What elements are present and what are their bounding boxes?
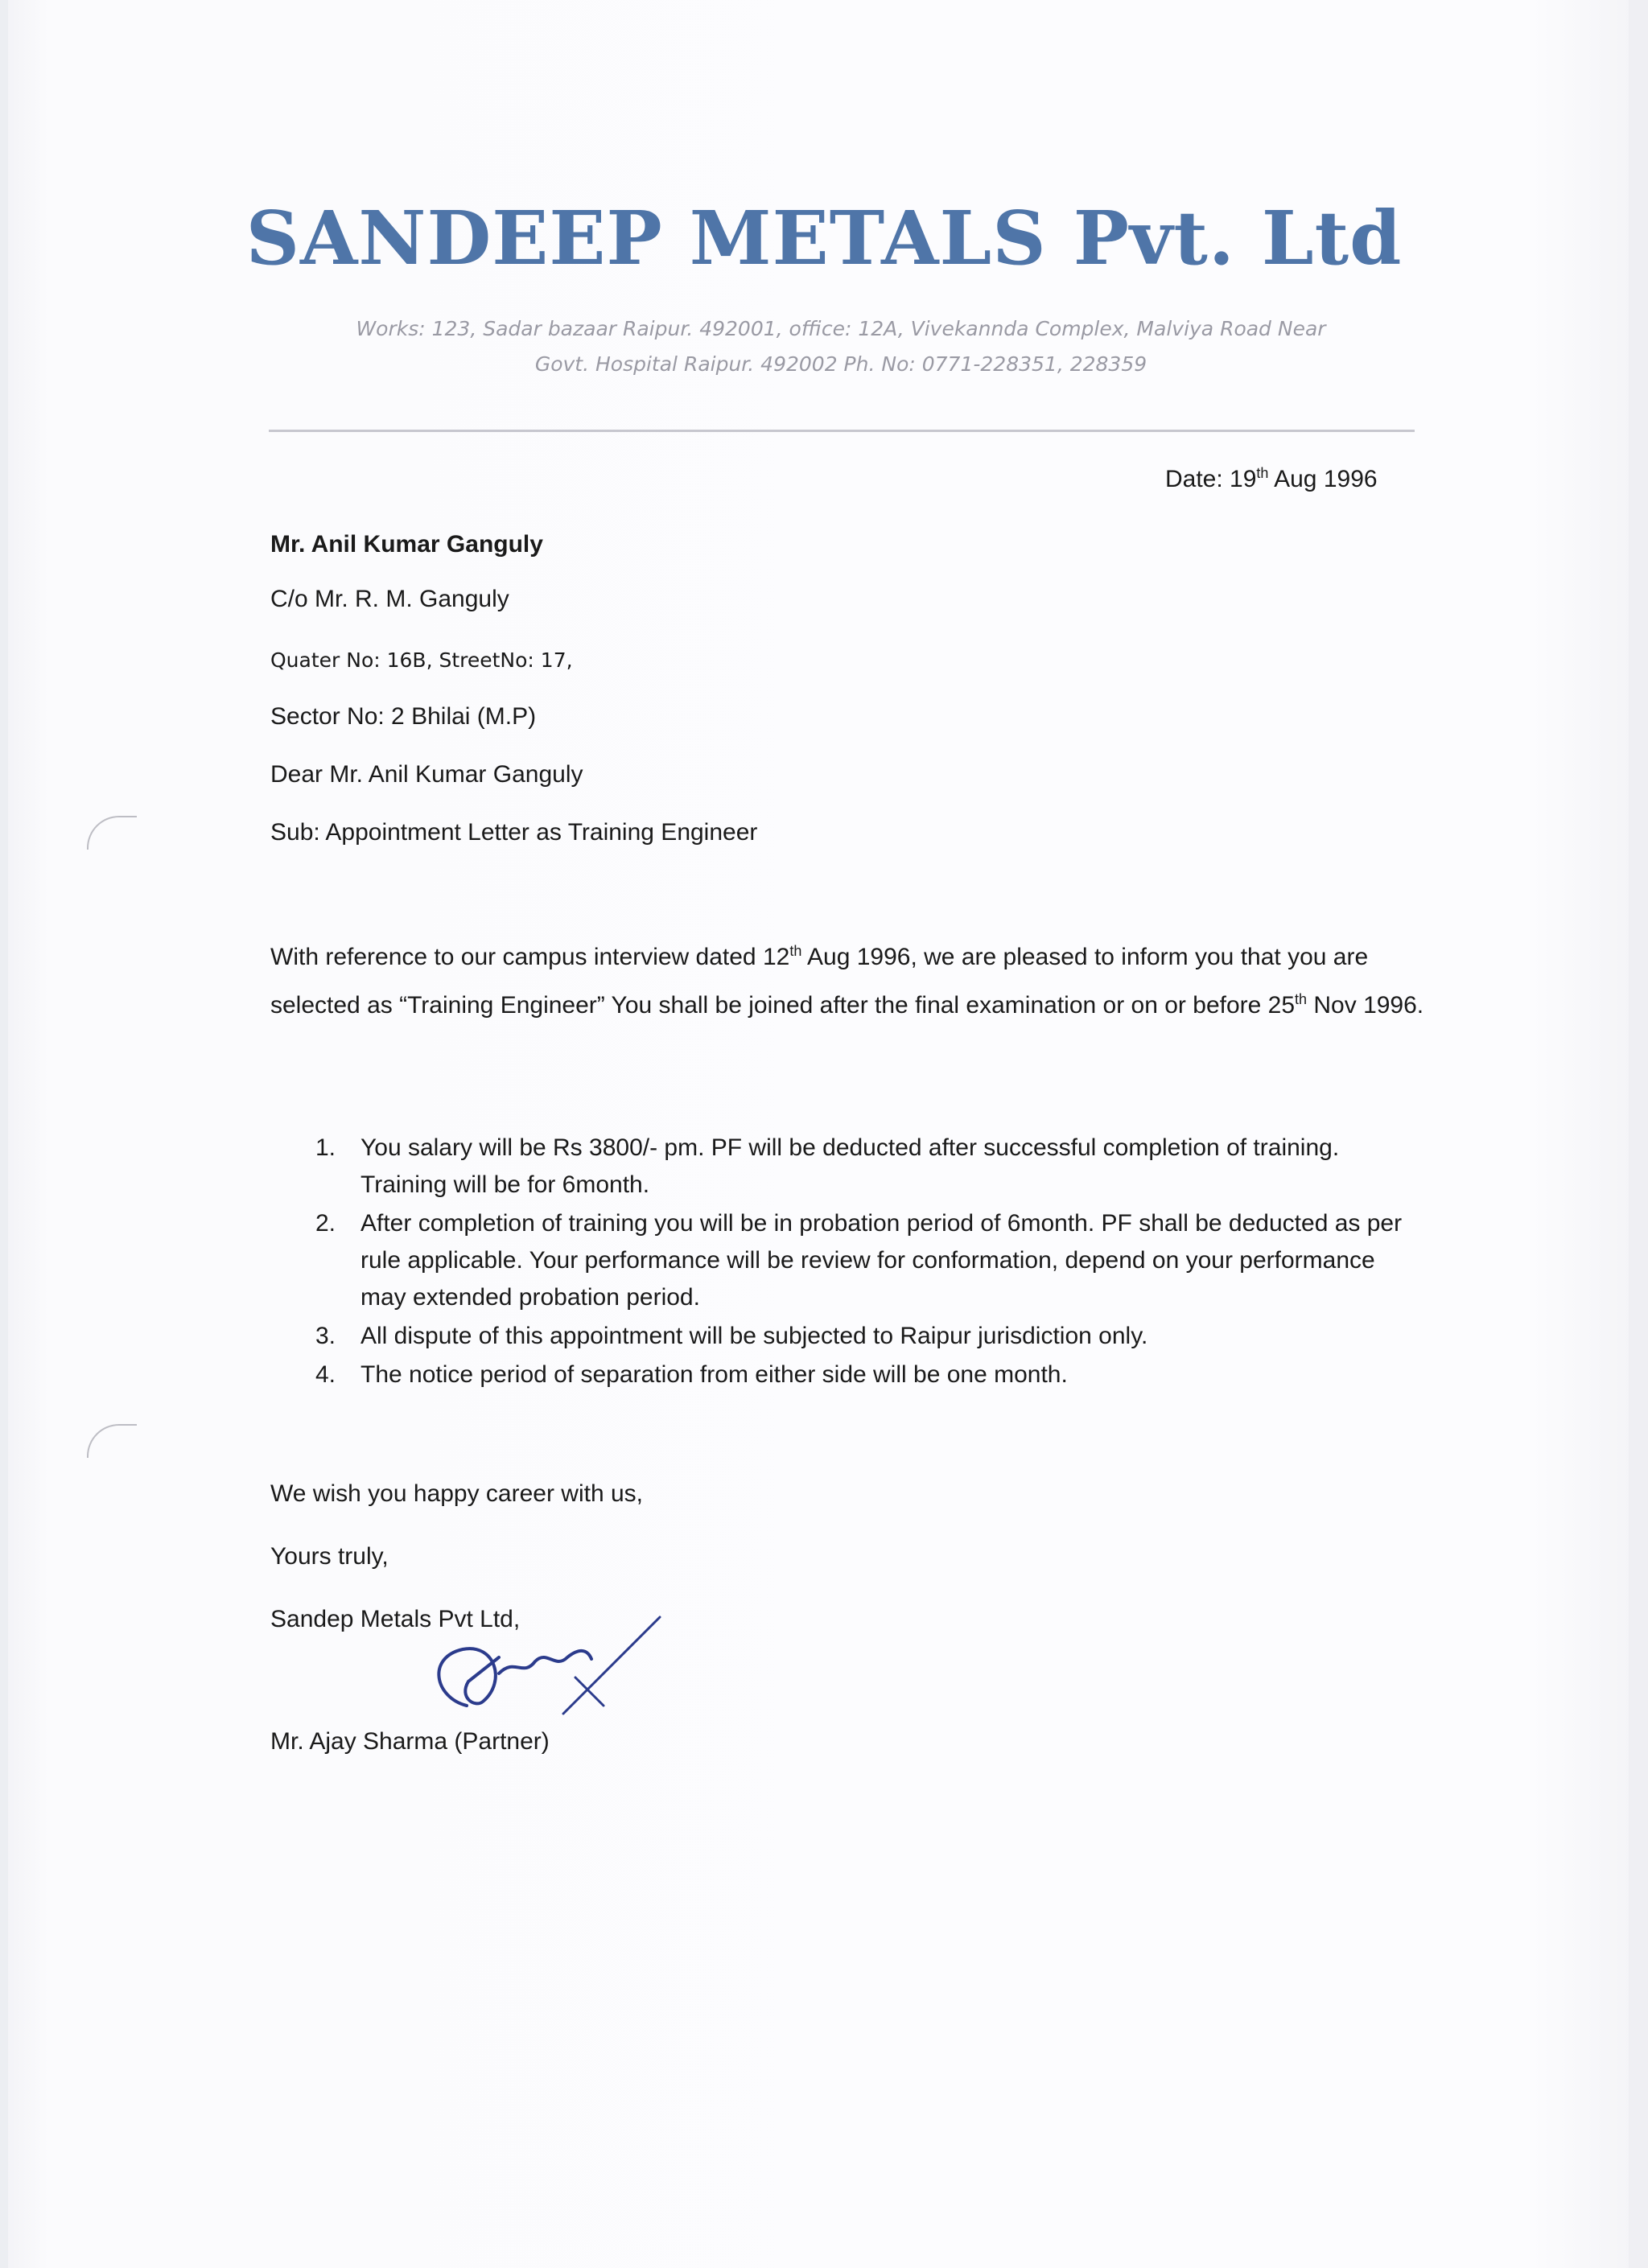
handwritten-signature	[418, 1601, 676, 1730]
intro-text-3: Nov 1996.	[1307, 992, 1424, 1019]
term-number: 2.	[315, 1210, 336, 1237]
closing-wish: We wish you happy career with us,	[270, 1480, 643, 1507]
term-text: All dispute of this appointment will be subjected to Raipur jurisdiction only.	[360, 1323, 1148, 1349]
date-prefix: Date: 19	[1165, 466, 1257, 492]
letterhead-divider	[269, 430, 1415, 432]
term-text: The notice period of separation from either side will be one month.	[360, 1361, 1068, 1388]
term-item	[315, 1205, 1426, 1316]
recipient-sector: Sector No: 2 Bhilai (M.P)	[270, 703, 537, 730]
intro-ordinal-2: th	[1295, 991, 1308, 1007]
page-edge-left	[0, 0, 8, 2268]
salutation: Dear Mr. Anil Kumar Ganguly	[270, 761, 583, 788]
recipient-care-of: C/o Mr. R. M. Ganguly	[270, 586, 509, 612]
company-address-line-1: Works: 123, Sadar bazaar Raipur. 492001, office: 12A, Vivekannda Complex, Malviya Road Near	[356, 317, 1326, 340]
signatory-name: Mr. Ajay Sharma (Partner)	[270, 1728, 550, 1755]
recipient-quarter: Quater No: 16B, StreetNo: 17,	[270, 648, 573, 672]
company-name: SANDEEP METALS Pvt. Ltd	[245, 195, 1403, 282]
term-text: After completion of training you will be in probation period of 6month. PF shall be deducted as per rule applicable. Your performance will be review for conformation, depend on your performance may extended probation period.	[360, 1210, 1403, 1311]
term-item	[315, 1130, 1426, 1204]
term-item	[315, 1356, 1426, 1393]
intro-ordinal-1: th	[789, 943, 802, 959]
term-text: You salary will be Rs 3800/- pm. PF will be deducted after successful completion of training. Training will be for 6month.	[360, 1134, 1340, 1198]
date-suffix: Aug 1996	[1268, 466, 1378, 492]
intro-text-1: With reference to our campus interview dated 12	[270, 944, 790, 970]
term-number: 3.	[315, 1323, 336, 1349]
terms-list	[315, 1130, 1426, 1395]
date-ordinal-suffix: th	[1256, 465, 1269, 481]
letter-date	[1165, 465, 1378, 493]
intro-text-2: Aug 1996, we are pleased to inform you that you are selected as “Training Engineer” You shall be joined after the final examination or on or before 25	[270, 944, 1369, 1019]
page-edge-right	[1629, 0, 1648, 2268]
term-item	[315, 1318, 1426, 1355]
closing-company: Sandep Metals Pvt Ltd,	[270, 1606, 521, 1632]
closing-yours-truly: Yours truly,	[270, 1543, 389, 1570]
recipient-name: Mr. Anil Kumar Ganguly	[270, 531, 543, 558]
company-address-line-2: Govt. Hospital Raipur. 492002 Ph. No: 0771-228351, 228359	[534, 352, 1147, 376]
punch-hole-mark-top	[87, 816, 137, 850]
term-number: 1.	[315, 1134, 336, 1161]
subject-line: Sub: Appointment Letter as Training Engineer	[270, 819, 758, 846]
intro-paragraph	[270, 930, 1429, 1027]
punch-hole-mark-bottom	[87, 1424, 137, 1458]
term-number: 4.	[315, 1361, 336, 1388]
